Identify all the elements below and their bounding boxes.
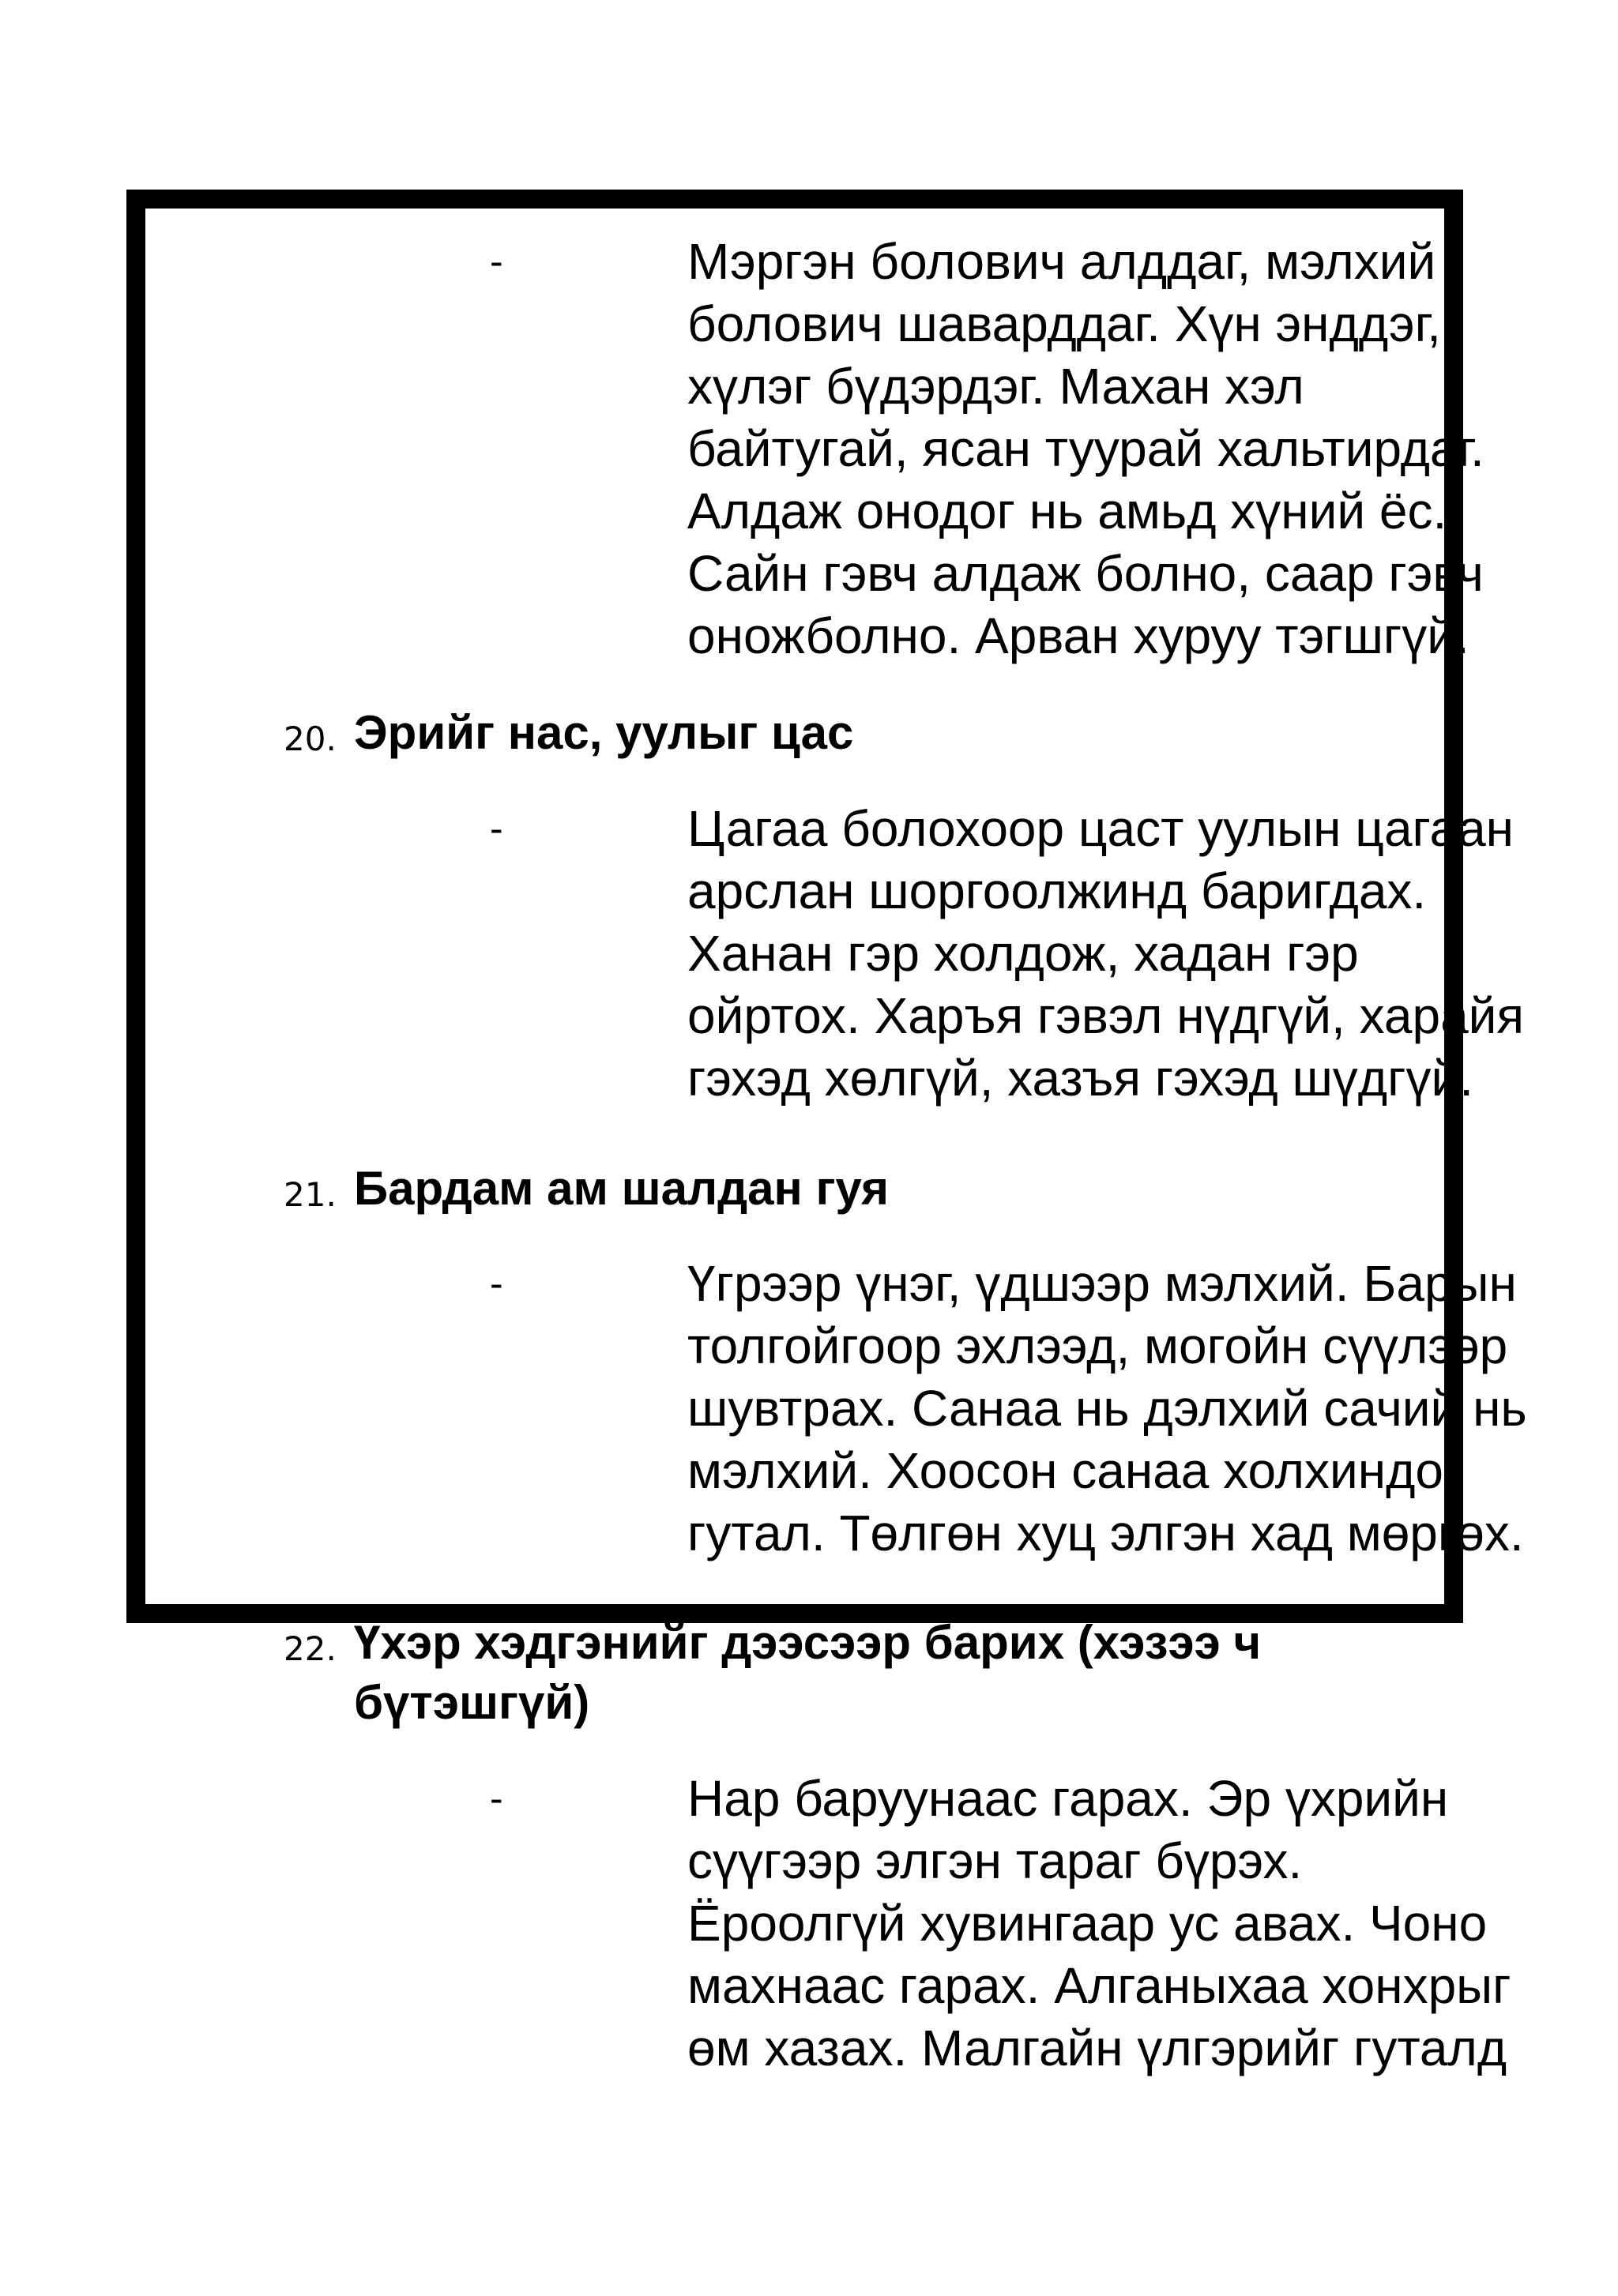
text-line: болович шаварддаг. Хүн энддэг, [687, 295, 1441, 352]
heading-text: Бардам ам шалдан гуя [354, 1162, 890, 1215]
proverb-heading-22 [145, 1613, 1444, 1733]
text-line: гутал. Төлгөн хуц элгэн хад мөргөх. [687, 1505, 1524, 1561]
bullet-dash: - [490, 1261, 503, 1306]
heading-number: 20. [284, 720, 337, 758]
bullet-dash: - [490, 1776, 503, 1821]
text-line: байтугай, ясан туурай хальтирдаг. [687, 420, 1484, 477]
bullet-dash: - [490, 239, 503, 284]
document-content [145, 209, 1527, 2076]
page-border-frame [126, 190, 1527, 2076]
text-line: арслан шоргоолжинд баригдах. [687, 862, 1427, 919]
text-line: хүлэг бүдэрдэг. Махан хэл [687, 358, 1304, 415]
text-line: өм хазах. Малгайн үлгэрийг гуталд [687, 2020, 1507, 2076]
bullet-dash: - [490, 806, 503, 851]
text-line: Мэргэн болович алддаг, мэлхий [687, 233, 1436, 290]
text-line: толгойгоор эхлээд, могойн сүүлээр [687, 1317, 1508, 1374]
text-line: Алдаж онодог нь амьд хүний ёс. [687, 483, 1447, 539]
heading-text: бүтэшгүй) [354, 1676, 590, 1729]
text-line: оножболно. Арван хуруу тэгшгүй. [687, 607, 1469, 664]
text-line: Сайн гэвч алдаж болно, саар гэвч [687, 545, 1484, 602]
text-line: махнаас гарах. Алганыхаа хонхрыг [687, 1957, 1511, 2014]
text-line: Ханан гэр холдож, хадан гэр [687, 925, 1359, 982]
proverb-list-item-22 [490, 1768, 1511, 2080]
proverb-heading-21 [145, 1159, 1444, 1219]
text-line: Ёроолгүй хувингаар ус авах. Чоно [687, 1895, 1488, 1952]
heading-number: 21. [284, 1175, 337, 1214]
heading-number: 22. [284, 1629, 337, 1668]
text-line: сүүгээр элгэн тараг бүрэх. [687, 1832, 1303, 1889]
text-line: гэхэд хөлгүй, хазъя гэхэд шүдгүй. [687, 1050, 1473, 1107]
heading-text: Үхэр хэдгэнийг дээсээр барих (хэзээ ч [354, 1616, 1262, 1669]
proverb-list-item-21 [490, 1253, 1527, 1565]
text-line: Үгрээр үнэг, үдшээр мэлхий. Барын [687, 1255, 1517, 1312]
proverb-heading-20 [145, 703, 1444, 763]
proverb-list-item-20 [490, 798, 1525, 1110]
text-line: мэлхий. Хоосон санаа холхиндог [687, 1442, 1462, 1499]
heading-text: Эрийг нас, уулыг цас [354, 706, 854, 759]
text-line: Цагаа болохоор цаст уулын цагаан [687, 800, 1514, 857]
text-line: Нар баруунаас гарах. Эр үхрийн [687, 1770, 1449, 1827]
proverb-list-item-19 [490, 231, 1484, 667]
text-line: шувтрах. Санаа нь дэлхий сачий нь [687, 1380, 1527, 1437]
text-line: ойртох. Харъя гэвэл нүдгүй, харайя [687, 987, 1525, 1044]
